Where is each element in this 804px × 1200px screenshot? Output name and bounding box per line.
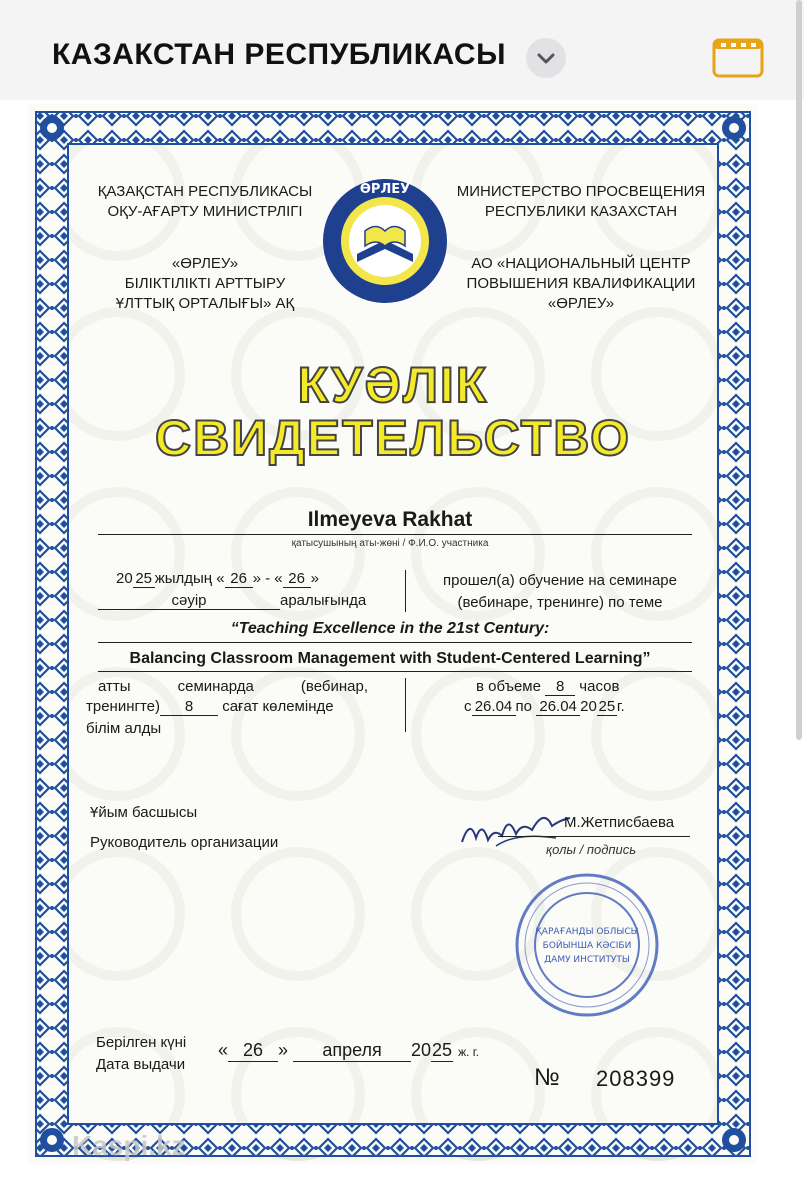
kz-hours-label: сағат көлемінде bbox=[222, 698, 334, 715]
header-right-line: МИНИСТЕРСТВО ПРОСВЕЩЕНИЯ bbox=[456, 183, 706, 200]
year-value: 25 bbox=[133, 570, 155, 588]
year-value: 25 bbox=[598, 698, 616, 715]
participant-name: Ilmeyeva Rakhat bbox=[307, 508, 473, 531]
year-prefix: 20 bbox=[116, 570, 133, 587]
header-right-line: РЕСПУБЛИКИ КАЗАХСТАН bbox=[484, 203, 678, 220]
kz-hours-line-1: атты семинарда (вебинар, bbox=[98, 678, 368, 695]
name-underline bbox=[98, 534, 692, 535]
stamp-line: БОЙЫНША КӘСІБИ bbox=[542, 941, 632, 951]
stamp-line: ДАМУ ИНСТИТУТЫ bbox=[544, 955, 630, 965]
month-value: сәуір bbox=[98, 592, 280, 610]
logo-text: ӨРЛЕУ bbox=[359, 182, 411, 197]
kaspi-watermark: Kaspi.kz bbox=[72, 1130, 186, 1161]
issue-label-ru: Дата выдачи bbox=[96, 1056, 186, 1073]
year-prefix: 20 bbox=[580, 698, 597, 715]
issue-day: 26 bbox=[228, 1040, 278, 1062]
header-right-line: АО «НАЦИОНАЛЬНЫЙ ЦЕНТР bbox=[471, 255, 691, 272]
topic-line-1: “Teaching Excellence in the 21st Century: bbox=[230, 620, 550, 637]
certificate[interactable] bbox=[28, 104, 758, 1164]
header-left-line: «ӨРЛЕУ» bbox=[171, 255, 239, 272]
kz-training-label: тренингте) bbox=[86, 698, 161, 715]
period-month-kz bbox=[98, 592, 366, 610]
stamp-line: ҚАРАҒАНДЫ ОБЛЫСЫ bbox=[535, 927, 639, 937]
date-to: 26.04 bbox=[536, 698, 580, 716]
ru-hours-value: 8 bbox=[545, 678, 575, 696]
certificate-number: 208399 bbox=[596, 1066, 676, 1091]
name-caption: қатысушының аты-жөні / Ф.И.О. участника bbox=[291, 538, 489, 549]
expand-button[interactable] bbox=[526, 38, 566, 78]
day-to: 26 bbox=[283, 570, 311, 588]
header-left-line: БІЛІКТІЛІКТІ АРТТЫРУ bbox=[124, 275, 286, 292]
signer-name: М.Жетписбаева bbox=[564, 814, 675, 831]
ru-intro-1: прошел(а) обучение на семинаре bbox=[442, 572, 677, 589]
kz-hours-line-3: білім алды bbox=[86, 720, 162, 737]
ru-hours-line-1 bbox=[476, 678, 619, 696]
chevron-down-icon bbox=[526, 38, 566, 78]
orleu-logo bbox=[320, 176, 450, 306]
topic-underline-2 bbox=[98, 671, 692, 672]
title-kz: КУӘЛІК bbox=[297, 357, 489, 413]
id-card-button[interactable] bbox=[712, 38, 764, 78]
header-right-line: ПОВЫШЕНИЯ КВАЛИФИКАЦИИ bbox=[466, 275, 696, 292]
period-kz bbox=[116, 570, 319, 588]
signature-underline bbox=[498, 836, 690, 837]
header-left-center bbox=[80, 254, 330, 314]
ru-intro-2: (вебинаре, тренинге) по теме bbox=[457, 594, 663, 611]
from-label: с bbox=[464, 698, 472, 715]
header-left-line: ҚАЗАҚСТАН РЕСПУБЛИКАСЫ bbox=[97, 183, 313, 200]
dash: » - « bbox=[252, 570, 283, 587]
document-title: КАЗАКСТАН РЕСПУБЛИКАСЫ bbox=[52, 38, 506, 71]
kz-hours-line-2 bbox=[86, 698, 334, 716]
scrollbar[interactable] bbox=[796, 0, 802, 740]
date-from: 26.04 bbox=[472, 698, 516, 716]
issue-month: апреля bbox=[293, 1040, 411, 1062]
header-left-line: ОҚУ-АҒАРТУ МИНИСТРЛІГІ bbox=[107, 203, 303, 220]
close-quote: » bbox=[310, 570, 319, 587]
issue-year: 25 bbox=[432, 1040, 453, 1060]
period-suffix: аралығында bbox=[280, 592, 367, 609]
year-suffix: г. bbox=[616, 698, 625, 715]
topic-line-2: Balancing Classroom Management with Student-Centered Learning” bbox=[129, 650, 651, 667]
year-label: жылдың « bbox=[154, 570, 225, 587]
issue-date: « 26 » апреля 2025 ж. г. bbox=[218, 1040, 480, 1060]
issue-year-suffix: ж. г. bbox=[458, 1045, 480, 1059]
ru-hours-line-2 bbox=[464, 698, 625, 716]
issue-year-prefix: 20 bbox=[411, 1040, 432, 1060]
kz-hours-value: 8 bbox=[160, 698, 218, 716]
day-from: 26 bbox=[225, 570, 253, 588]
leader-kz: Ұйым басшысы bbox=[90, 804, 198, 821]
topic-underline-1 bbox=[98, 642, 692, 643]
ru-hours-unit: часов bbox=[579, 678, 620, 695]
header-right-line: «ӨРЛЕУ» bbox=[547, 295, 615, 312]
ru-hours-prefix: в объеме bbox=[476, 678, 541, 695]
to-label: по bbox=[515, 698, 532, 715]
leader-ru: Руководитель организации bbox=[90, 834, 279, 851]
divider bbox=[405, 570, 406, 612]
header-right-ministry bbox=[446, 182, 716, 222]
issue-label-kz: Берілген күні bbox=[96, 1034, 187, 1051]
header-left-ministry bbox=[80, 182, 330, 222]
sign-caption: қолы / подпись bbox=[546, 842, 637, 857]
divider bbox=[405, 678, 406, 732]
header-left-line: ҰЛТТЫҚ ОРТАЛЫҒЫ» АҚ bbox=[115, 295, 295, 312]
official-stamp bbox=[512, 870, 662, 1020]
number-label: № bbox=[534, 1064, 560, 1091]
title-ru: СВИДЕТЕЛЬСТВО bbox=[155, 410, 631, 466]
id-card-icon bbox=[712, 38, 764, 78]
header-right-center bbox=[446, 254, 716, 314]
